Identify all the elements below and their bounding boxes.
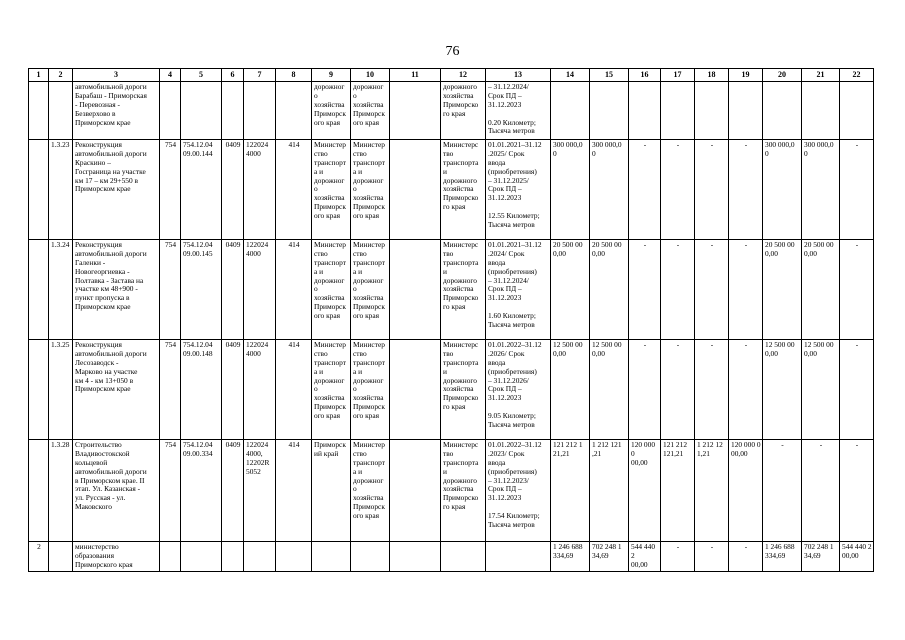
cost-cell: - (661, 140, 695, 240)
table-row (29, 240, 874, 340)
empty-cell (390, 240, 441, 340)
term-cell: 01.01.2021–31.12 .2025/ Срок ввода (приобретения) – 31.12.2025/ Срок ПД – 31.12.2023 12.55 Километр; Тысяча метров (486, 140, 551, 240)
cost-cell: - (661, 542, 695, 572)
header-cell: 9 (312, 69, 351, 82)
header-cell: 10 (351, 69, 390, 82)
cost-cell: - (695, 340, 729, 440)
account-cell: 754.12.04 09.00.145 (181, 240, 222, 340)
type-cell: 414 (276, 140, 312, 240)
budget-table (28, 68, 874, 572)
cost-cell: 12 500 00 0,00 (590, 340, 629, 440)
header-cell: 3 (73, 69, 160, 82)
object-name-cell: Строительство Владивостокской кольцевой автомобильной дороги в Приморском крае. II этап. Ул. Казанская - ул. Русская - ул. Маковского (73, 440, 160, 542)
code-cell (160, 82, 181, 140)
header-cell: 15 (590, 69, 629, 82)
account-cell (181, 542, 222, 572)
header-cell: 1 (29, 69, 49, 82)
section-cell: 0409 (222, 340, 244, 440)
section-cell: 0409 (222, 440, 244, 542)
cost-cell: - (840, 140, 874, 240)
term-cell: 01.01.2022–31.12 .2023/ Срок ввода (приобретения) – 31.12.2023/ Срок ПД – 31.12.2023 17.54 Километр; Тысяча метров (486, 440, 551, 542)
cost-cell: - (763, 440, 802, 542)
header-cell: 4 (160, 69, 181, 82)
account-cell: 754.12.04 09.00.144 (181, 140, 222, 240)
cost-cell: - (729, 542, 763, 572)
total-cost-cell: 20 500 00 0,00 (551, 240, 590, 340)
header-cell: 16 (629, 69, 661, 82)
cost-cell: 120 000 0 00,00 (629, 440, 661, 542)
table-row (29, 82, 874, 140)
type-cell (276, 542, 312, 572)
cost-cell (840, 82, 874, 140)
cost-cell: - (840, 440, 874, 542)
executor-cell: Министерс тво транспорта и дорожного хозяйства Приморско го края (441, 440, 486, 542)
type-cell (276, 82, 312, 140)
cost-cell: - (661, 340, 695, 440)
cost-cell: 300 000,0 0 (590, 140, 629, 240)
type-cell: 414 (276, 340, 312, 440)
cost-cell: - (840, 240, 874, 340)
header-cell: 20 (763, 69, 802, 82)
row-number-cell: 2 (29, 542, 49, 572)
developer-cell: Министер ство транспорт а и дорожног о хозяйства Приморск ого края (351, 240, 390, 340)
cost-cell: - (695, 140, 729, 240)
cost-cell (629, 82, 661, 140)
empty-cell (390, 340, 441, 440)
row-number-cell (29, 340, 49, 440)
empty-cell (390, 82, 441, 140)
cost-cell: 1 246 688 334,69 (763, 542, 802, 572)
row-number-cell (29, 82, 49, 140)
empty-cell (390, 440, 441, 542)
cost-cell: 702 248 1 34,69 (802, 542, 840, 572)
developer-cell: Министер ство транспорт а и дорожног о хозяйства Приморск ого края (351, 440, 390, 542)
header-cell: 22 (840, 69, 874, 82)
cost-cell: 121 212 121,21 (661, 440, 695, 542)
customer-cell: Министер ство транспорт а и дорожног о хозяйства Приморск ого края (312, 140, 351, 240)
executor-cell (441, 542, 486, 572)
empty-cell (390, 140, 441, 240)
header-cell: 21 (802, 69, 840, 82)
total-cost-cell: 1 246 688 334,69 (551, 542, 590, 572)
term-cell (486, 542, 551, 572)
cost-cell: 12 500 00 0,00 (763, 340, 802, 440)
cost-cell: - (661, 240, 695, 340)
cost-cell: 544 440 2 00,00 (629, 542, 661, 572)
cost-cell: - (729, 140, 763, 240)
object-name-cell: Реконструкция автомобильной дороги Галенки - Новогеоргиевка - Полтавка - Застава на участке км 48+900 - пункт пропуска в Приморском крае (73, 240, 160, 340)
target-cell (244, 542, 276, 572)
header-cell: 14 (551, 69, 590, 82)
developer-cell (351, 542, 390, 572)
target-cell: 122024 4000 (244, 140, 276, 240)
cost-cell: 544 440 2 00,00 (840, 542, 874, 572)
header-row (29, 69, 874, 82)
developer-cell: дорожног о хозяйства Приморск ого края (351, 82, 390, 140)
header-cell: 7 (244, 69, 276, 82)
term-cell: 01.01.2022–31.12 .2026/ Срок ввода (приобретения) – 31.12.2026/ Срок ПД – 31.12.2023 9.05 Километр; Тысяча метров (486, 340, 551, 440)
developer-cell: Министер ство транспорт а и дорожног о хозяйства Приморск ого края (351, 340, 390, 440)
total-cost-cell: 12 500 00 0,00 (551, 340, 590, 440)
item-id-cell (49, 542, 73, 572)
cost-cell: 120 000 0 00,00 (729, 440, 763, 542)
cost-cell: 12 500 00 0,00 (802, 340, 840, 440)
cost-cell: 20 500 00 0,00 (763, 240, 802, 340)
cost-cell: - (629, 340, 661, 440)
total-cost-cell: 121 212 1 21,21 (551, 440, 590, 542)
item-id-cell: 1.3.24 (49, 240, 73, 340)
cost-cell (729, 82, 763, 140)
cost-cell: 702 248 1 34,69 (590, 542, 629, 572)
header-cell: 13 (486, 69, 551, 82)
empty-cell (390, 542, 441, 572)
table-row (29, 542, 874, 572)
object-name-cell: Реконструкция автомобильной дороги Краскино – Госграница на участке км 17 – км 29+550 в Приморском крае (73, 140, 160, 240)
header-cell: 8 (276, 69, 312, 82)
code-cell: 754 (160, 340, 181, 440)
object-name-cell: Реконструкция автомобильной дороги Лесозаводск - Марково на участке км 4 - км 13+050 в Приморском крае (73, 340, 160, 440)
code-cell: 754 (160, 440, 181, 542)
executor-cell: Министерс тво транспорта и дорожного хозяйства Приморско го края (441, 340, 486, 440)
cost-cell: 1 212 121 ,21 (590, 440, 629, 542)
code-cell (160, 542, 181, 572)
table-row (29, 340, 874, 440)
row-number-cell (29, 440, 49, 542)
account-cell: 754.12.04 09.00.334 (181, 440, 222, 542)
developer-cell: Министер ство транспорт а и дорожног о хозяйства Приморск ого края (351, 140, 390, 240)
cost-cell: 300 000,0 0 (802, 140, 840, 240)
cost-cell: 1 212 12 1,21 (695, 440, 729, 542)
cost-cell: - (729, 340, 763, 440)
row-number-cell (29, 140, 49, 240)
code-cell: 754 (160, 240, 181, 340)
target-cell: 122024 4000 (244, 240, 276, 340)
customer-cell (312, 542, 351, 572)
customer-cell: Приморск ий край (312, 440, 351, 542)
header-cell: 6 (222, 69, 244, 82)
cost-cell (695, 82, 729, 140)
cost-cell: - (629, 240, 661, 340)
executor-cell: Министерс тво транспорта и дорожного хозяйства Приморско го края (441, 140, 486, 240)
account-cell: 754.12.04 09.00.148 (181, 340, 222, 440)
cost-cell: - (695, 240, 729, 340)
cost-cell (590, 82, 629, 140)
row-number-cell (29, 240, 49, 340)
header-cell: 17 (661, 69, 695, 82)
item-id-cell: 1.3.23 (49, 140, 73, 240)
executor-cell: Министерс тво транспорта и дорожного хозяйства Приморско го края (441, 240, 486, 340)
section-cell (222, 542, 244, 572)
cost-cell: 20 500 00 0,00 (802, 240, 840, 340)
term-cell: – 31.12.2024/ Срок ПД – 31.12.2023 0.20 Километр; Тысяча метров (486, 82, 551, 140)
target-cell: 122024 4000 (244, 340, 276, 440)
cost-cell (802, 82, 840, 140)
table-row (29, 440, 874, 542)
target-cell (244, 82, 276, 140)
cost-cell: - (729, 240, 763, 340)
cost-cell: - (840, 340, 874, 440)
cost-cell: - (629, 140, 661, 240)
item-id-cell (49, 82, 73, 140)
cost-cell (661, 82, 695, 140)
header-cell: 19 (729, 69, 763, 82)
account-cell (181, 82, 222, 140)
table-row (29, 140, 874, 240)
target-cell: 122024 4000, 12202R 5052 (244, 440, 276, 542)
object-name-cell: министерство образования Приморского края (73, 542, 160, 572)
cost-cell: - (695, 542, 729, 572)
header-cell: 12 (441, 69, 486, 82)
header-cell: 5 (181, 69, 222, 82)
customer-cell: Министер ство транспорт а и дорожног о хозяйства Приморск ого края (312, 240, 351, 340)
page-number: 76 (445, 44, 460, 59)
cost-cell: - (802, 440, 840, 542)
customer-cell: дорожног о хозяйства Приморск ого края (312, 82, 351, 140)
section-cell: 0409 (222, 240, 244, 340)
code-cell: 754 (160, 140, 181, 240)
section-cell: 0409 (222, 140, 244, 240)
total-cost-cell (551, 82, 590, 140)
cost-cell (763, 82, 802, 140)
cost-cell: 20 500 00 0,00 (590, 240, 629, 340)
header-cell: 11 (390, 69, 441, 82)
item-id-cell: 1.3.28 (49, 440, 73, 542)
customer-cell: Министер ство транспорт а и дорожног о хозяйства Приморск ого края (312, 340, 351, 440)
total-cost-cell: 300 000,0 0 (551, 140, 590, 240)
object-name-cell: автомобильной дороги Барабаш - Приморская - Перевозная - Безверхово в Приморском крае (73, 82, 160, 140)
table-body (29, 82, 874, 572)
cost-cell: 300 000,0 0 (763, 140, 802, 240)
type-cell: 414 (276, 440, 312, 542)
term-cell: 01.01.2021–31.12 .2024/ Срок ввода (приобретения) – 31.12.2024/ Срок ПД – 31.12.2023 1.60 Километр; Тысяча метров (486, 240, 551, 340)
executor-cell: дорожного хозяйства Приморско го края (441, 82, 486, 140)
header-cell: 2 (49, 69, 73, 82)
header-cell: 18 (695, 69, 729, 82)
item-id-cell: 1.3.25 (49, 340, 73, 440)
section-cell (222, 82, 244, 140)
type-cell: 414 (276, 240, 312, 340)
